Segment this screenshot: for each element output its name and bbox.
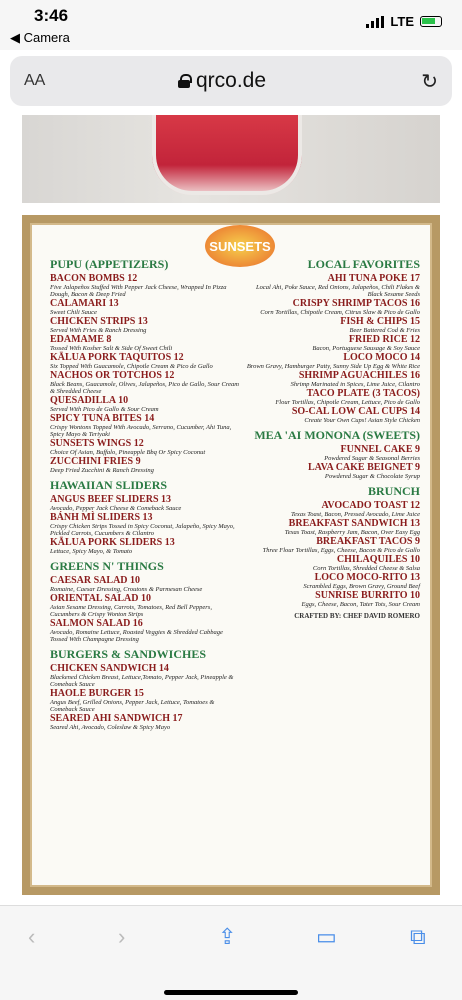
menu-section-heading: PUPU (APPETIZERS): [50, 257, 169, 271]
menu-item-name: KĀLUA PORK TAQUITOS 12: [50, 352, 184, 363]
menu-item-name: SALMON SALAD 16: [50, 618, 143, 629]
menu-item-name: TACO PLATE (3 TACOS): [306, 388, 420, 399]
menu-item-description: Bacon, Portuguese Sausage & Soy Sauce: [312, 345, 420, 352]
menu-item-description: Texas Toast, Bacon, Pressed Avocado, Lime Juice: [291, 511, 420, 518]
menu-item-name: HAOLE BURGER 15: [50, 688, 144, 699]
menu-board: [22, 215, 440, 895]
menu-item-description: Choice Of Asian, Buffalo, Pineapple Bbq Or Spicy Coconut: [50, 449, 206, 456]
menu-item-name: NACHOS OR TOTCHOS 12: [50, 370, 175, 381]
menu-item-name: SO-CAL LOW CAL CUPS 14: [291, 406, 420, 417]
menu-item-description: Angus Beef, Grilled Onions, Pepper Jack, Lettuce, Tomatoes & Comeback Sauce: [50, 699, 215, 713]
menu-item-description: Local Ahi, Poke Sauce, Red Onions, Jalapeños, Chili Flakes & Black Sesame Seeds: [256, 284, 420, 298]
share-icon[interactable]: ⇪: [218, 924, 237, 949]
menu-item-description: Lettuce, Spicy Mayo, & Tomato: [50, 548, 133, 555]
signal-icon: [366, 16, 384, 28]
menu-item-description: Black Beans, Guacamole, Olives, Jalapeños, Pico de Gallo, Sour Cream & Shredded Cheese: [50, 381, 239, 395]
menu-item-description: Shrimp Marinated in Spices, Lime Juice, Cilantro: [290, 381, 420, 388]
menu-item-description: Crispy Wontons Topped With Avocado, Serrano, Cucumber, Ahi Tuna, Spicy Mayo & Teriyaki: [50, 424, 232, 438]
chef-credit: CRAFTED BY: CHEF DAVID ROMERO: [294, 612, 420, 620]
menu-item-name: FRIED RICE 12: [348, 334, 420, 345]
menu-item-description: Flour Tortillas, Chipotle Cream, Lettuce, Pico de Gallo: [275, 399, 420, 406]
lock-icon: [178, 74, 190, 88]
menu-item-description: Corn Tortillas, Chipotle Cream, Citrus Slaw & Pico de Gallo: [260, 309, 420, 316]
bookmarks-icon[interactable]: ▭: [316, 924, 337, 949]
menu-section-heading: BRUNCH: [367, 484, 420, 498]
menu-item-name: EDAMAME 8: [50, 334, 112, 345]
menu-item-name: BACON BOMBS 12: [50, 273, 138, 284]
menu-item-description: Avocado, Romaine Lettuce, Roasted Veggies & Shredded Cabbage Tossed With Champagne Dressing: [50, 629, 223, 643]
menu-section-heading: BURGERS & SANDWICHES: [50, 647, 207, 661]
menu-item-description: Beer Battered Cod & Fries: [349, 327, 420, 334]
menu-item-name: AHI TUNA POKE 17: [327, 273, 420, 284]
menu-item-description: Create Your Own Cups! Asian Style Chicken: [304, 417, 420, 424]
left-column: [50, 253, 240, 731]
menu-item-description: Blackened Chicken Breast, Lettuce,Tomato, Pepper Jack, Pineapple & Comeback Sauce: [50, 674, 234, 688]
menu-item-description: Served With Pico de Gallo & Sour Cream: [50, 406, 159, 413]
right-column: [242, 253, 420, 620]
menu-section-heading: GREENS N' THINGS: [50, 559, 164, 573]
clock: 3:46: [34, 6, 69, 25]
menu-item-description: Deep Fried Zucchini & Ranch Dressing: [50, 467, 154, 474]
menu-item-name: CHICKEN SANDWICH 14: [50, 663, 169, 674]
battery-icon: [420, 16, 442, 27]
back-icon[interactable]: ‹: [28, 924, 36, 949]
menu-item-name: LOCO MOCO-RITO 13: [314, 572, 420, 583]
menu-item-name: CHILAQUILES 10: [336, 554, 420, 565]
home-indicator: [164, 990, 298, 995]
menu-item-name: SUNRISE BURRITO 10: [315, 590, 420, 601]
menu-item-description: Asian Sesame Dressing, Carrots, Tomatoes, Red Bell Peppers, Cucumbers & Crispy Wonton Strips: [50, 604, 212, 618]
menu-item-name: SHRIMP AGUACHILES 16: [298, 370, 420, 381]
status-icons: [366, 14, 442, 29]
drink-photo: [22, 115, 440, 203]
sunsets-logo: SUNSETS: [205, 225, 275, 267]
menu-item-name: ANGUS BEEF SLIDERS 13: [50, 494, 172, 505]
menu-item-description: Three Flour Tortillas, Eggs, Cheese, Bacon & Pico de Gallo: [262, 547, 420, 554]
menu-item-name: LOCO MOCO 14: [343, 352, 420, 363]
menu-item-name: SEARED AHI SANDWICH 17: [50, 713, 183, 724]
menu-item-description: Seared Ahi, Avocado, Coleslaw & Spicy Mayo: [50, 724, 171, 731]
menu-section-heading: HAWAIIAN SLIDERS: [50, 478, 168, 492]
menu-item-description: Romaine, Caesar Dressing, Croutons & Parmesan Cheese: [50, 586, 203, 593]
address-bar[interactable]: [10, 56, 452, 106]
url-text: qrco.de: [196, 69, 267, 92]
menu-item-description: Avocado, Pepper Jack Cheese & Comeback Sauce: [50, 505, 182, 512]
menu-item-name: LAVA CAKE BEIGNET 9: [308, 462, 420, 473]
menu-item-description: Sweet Chili Sauce: [50, 309, 97, 316]
menu-item-name: CRISPY SHRIMP TACOS 16: [292, 298, 420, 309]
menu-item-name: SUNSETS WINGS 12: [50, 438, 144, 449]
menu-item-description: Five Jalapeños Stuffed With Pepper Jack Cheese, Wrapped In Pizza Dough, Bacon & Deep Fried: [50, 284, 227, 298]
menu-item-name: CALAMARI 13: [50, 298, 119, 309]
status-bar: [0, 0, 462, 50]
menu-item-description: Texas Toast, Raspberry Jam, Bacon, Over Easy Egg: [284, 529, 420, 536]
menu-item-description: Corn Tortillas, Shredded Cheese & Salsa: [312, 565, 420, 572]
menu-item-name: FISH & CHIPS 15: [340, 316, 420, 327]
menu-item-description: Tossed With Kosher Salt & Side Of Sweet Chili: [50, 345, 173, 352]
menu-item-name: BÁNH MÌ SLIDERS 13: [50, 512, 153, 523]
menu-section-heading: MEA 'AI MONONA (SWEETS): [254, 428, 420, 442]
tabs-icon[interactable]: ⧉: [410, 924, 426, 949]
menu-item-name: ZUCCHINI FRIES 9: [50, 456, 141, 467]
menu-item-name: BREAKFAST SANDWICH 13: [288, 518, 420, 529]
menu-item-description: Brown Gravy, Hamburger Patty, Sunny Side Up Egg & White Rice: [246, 363, 420, 370]
menu-item-name: AVOCADO TOAST 12: [321, 500, 420, 511]
glass-image: [152, 115, 302, 195]
menu-item-name: KĀLUA PORK SLIDERS 13: [50, 537, 175, 548]
url-field[interactable]: [178, 69, 266, 93]
menu-section-heading: LOCAL FAVORITES: [307, 257, 420, 271]
browser-toolbar: [0, 905, 462, 1000]
back-to-camera-link[interactable]: ◀ Camera: [10, 30, 70, 45]
network-type: LTE: [390, 14, 414, 29]
menu-item-description: Six Topped With Guacamole, Chipotle Cream & Pico de Gallo: [50, 363, 213, 370]
menu-item-description: Eggs, Cheese, Bacon, Tater Tots, Sour Cream: [301, 601, 420, 608]
menu-item-name: FUNNEL CAKE 9: [340, 444, 420, 455]
forward-icon[interactable]: ›: [118, 924, 126, 949]
menu-item-description: Served With Fries & Ranch Dressing: [50, 327, 147, 334]
text-size-button[interactable]: AA: [24, 72, 46, 89]
menu-item-description: Scrambled Eggs, Brown Gravy, Ground Beef: [303, 583, 420, 590]
menu-item-description: Powdered Sugar & Seasonal Berries: [324, 455, 420, 462]
menu-item-name: QUESADILLA 10: [50, 395, 129, 406]
menu-item-name: CAESAR SALAD 10: [50, 575, 141, 586]
menu-item-name: SPICY TUNA BITES 14: [50, 413, 155, 424]
menu-item-description: Crispy Chicken Strips Tossed in Spicy Coconut, Jalapeño, Spicy Mayo, Pickled Carrots, Cucumbers & Cilantro: [50, 523, 235, 537]
menu-item-name: ORIENTAL SALAD 10: [50, 593, 151, 604]
menu-item-name: BREAKFAST TACOS 9: [316, 536, 420, 547]
reload-icon[interactable]: ↻: [421, 71, 438, 93]
menu-item-description: Powdered Sugar & Chocolate Syrup: [324, 473, 420, 480]
menu-item-name: CHICKEN STRIPS 13: [50, 316, 148, 327]
